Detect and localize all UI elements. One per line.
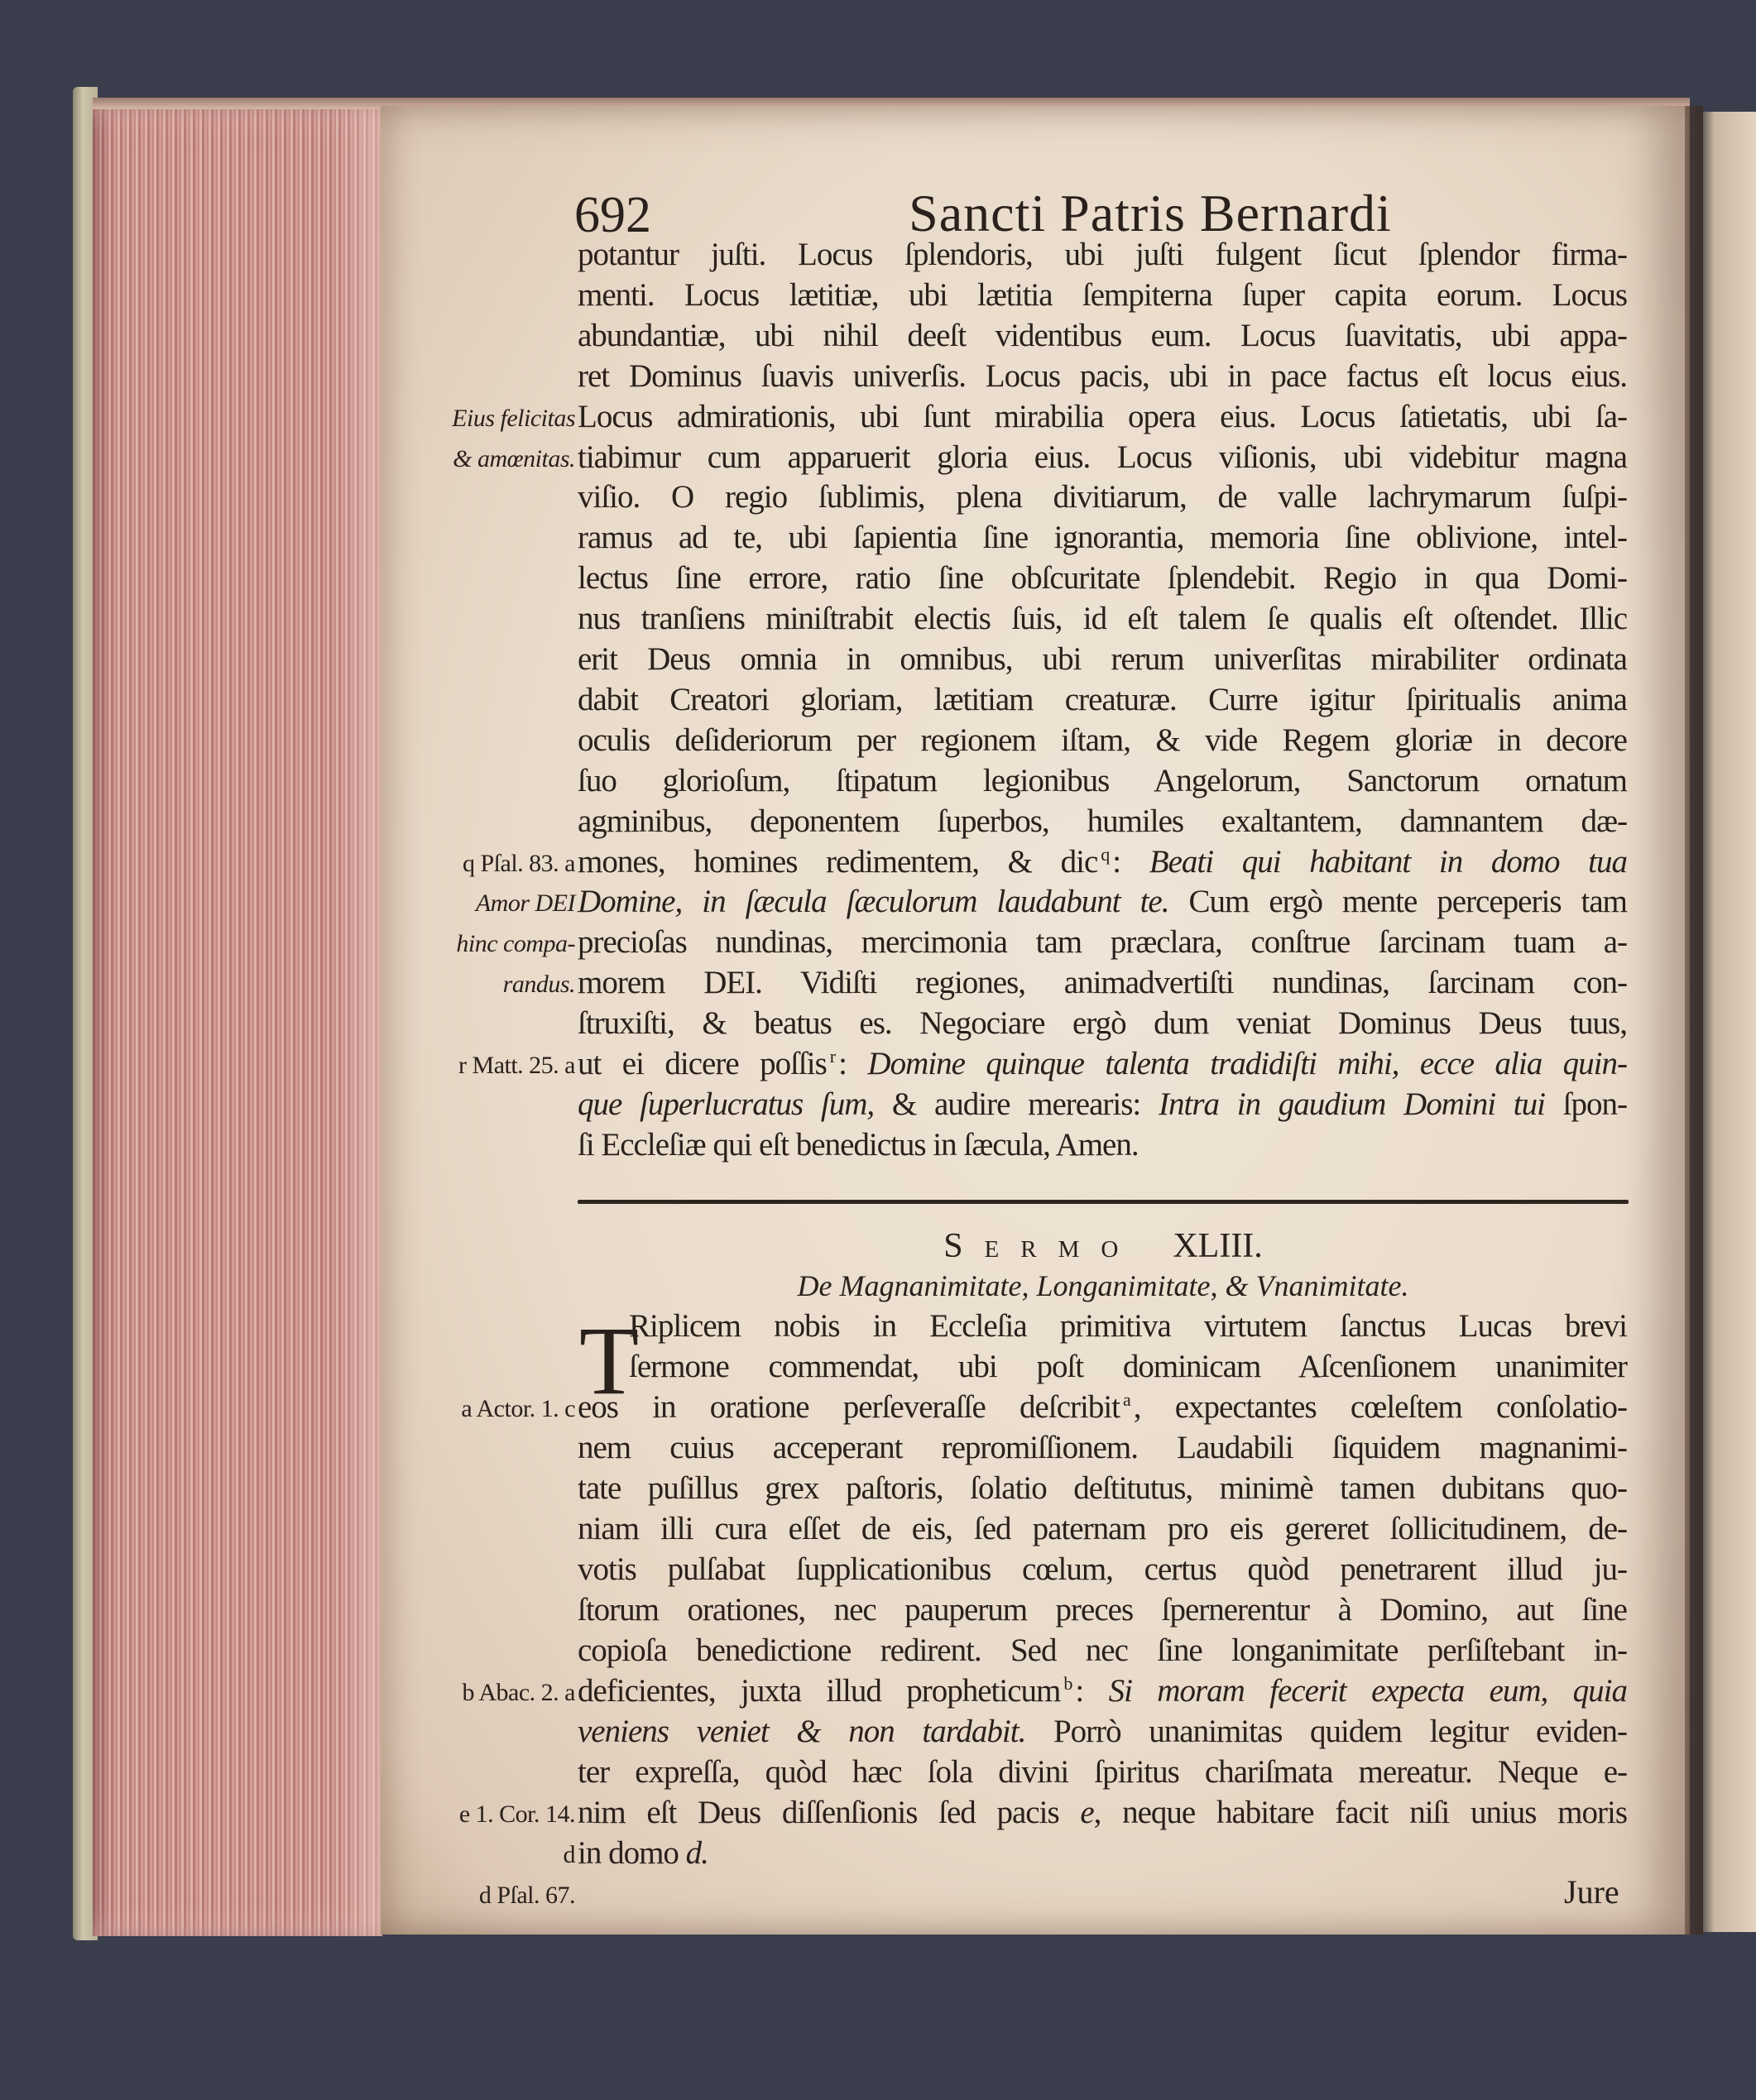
text-segment: in domo xyxy=(578,1835,686,1871)
text-line xyxy=(578,1427,1627,1468)
margin-note: a Actor. 1. c xyxy=(461,1395,575,1422)
page-block-edges xyxy=(93,108,382,1936)
text-segment: niam illi cura eſſet de eis, ſed paternam pro eis gereret ſollicitudinem, de- xyxy=(578,1511,1627,1546)
sermon-heading-word: Sermo xyxy=(943,1227,1140,1265)
italic-quotation: Domine, in ſæcula ſæculorum laudabunt te. xyxy=(578,884,1169,920)
text-segment: Porrò unanimitas quidem legitur eviden- xyxy=(1025,1714,1627,1749)
text-line xyxy=(578,437,1627,477)
margin-note: hinc compa- xyxy=(456,930,575,958)
text-line xyxy=(578,841,1627,882)
text-segment: viſio. O regio ſublimis, plena divitiarum, de valle lachrymarum ſuſpi- xyxy=(578,479,1627,515)
text-segment: tate puſillus grex paſtoris, ſolatio deſtitutus, minimè tamen dubitans quo- xyxy=(578,1470,1627,1506)
footnote-marker: a xyxy=(1123,1389,1130,1410)
text-segment: : xyxy=(838,1046,868,1081)
catchword: Jure xyxy=(1564,1873,1619,1911)
text-segment: precioſas nundinas, mercimonia tam præclara, conſtrue ſarcinam tuam a- xyxy=(578,924,1627,961)
text-segment: copioſa benedictione redirent. Sed nec ſine longanimitate perſiſtebant in- xyxy=(578,1633,1627,1668)
text-line xyxy=(629,1306,1627,1346)
margin-note: e 1. Cor. 14. xyxy=(458,1800,575,1828)
margin-note: Amor DEI xyxy=(475,889,575,918)
text-segment: potantur juſti. Locus ſplendoris, ubi juſti fulgent ſicut ſplendor firma- xyxy=(578,237,1627,272)
text-line xyxy=(578,1589,1627,1630)
text-segment: mones, homines redimentem, & dic xyxy=(578,843,1098,880)
text-segment: , neque habitare facit niſi unius moris xyxy=(1093,1795,1627,1830)
text-segment: ſermone commendat, ubi poſt dominicam Aſcenſionem unanimiter xyxy=(629,1349,1627,1384)
text-line xyxy=(578,598,1627,639)
text-line xyxy=(578,1508,1627,1549)
text-segment: Locus admirationis, ubi ſunt mirabilia opera eius. Locus ſatietatis, ubi ſa- xyxy=(578,398,1627,434)
text-line xyxy=(578,356,1627,396)
footnote-marker: r xyxy=(829,1046,836,1067)
text-line xyxy=(578,1752,1627,1792)
sermon-subtitle: De Magnanimitate, Longanimitate, & Vnanimitate. xyxy=(797,1269,1409,1302)
drop-cap: T xyxy=(579,1307,640,1415)
margin-note: q Pſal. 83. a xyxy=(463,849,575,877)
text-segment: nem cuius acceperant repromiſſionem. Laudabili ſiquidem magnanimi- xyxy=(578,1430,1627,1465)
text-line xyxy=(578,801,1627,841)
text-segment: ſtruxiſti, & beatus es. Negociare ergò dum veniat Dominus Deus tuus, xyxy=(578,1005,1627,1042)
text-line xyxy=(578,275,1627,315)
text-line xyxy=(578,1630,1627,1671)
text-segment: ter expreſſa, quòd hæc ſola divini ſpiritus chariſmata mereatur. Neque e- xyxy=(578,1754,1627,1790)
margin-note: d xyxy=(563,1841,575,1868)
text-line xyxy=(578,396,1627,437)
margin-note: b Abac. 2. a xyxy=(462,1679,575,1706)
text-segment: nim eſt Deus diſſenſionis ſed pacis xyxy=(578,1795,1081,1830)
text-line xyxy=(578,720,1627,760)
text-segment: agminibus, deponentem ſuperbos, humiles exaltantem, damnantem dæ- xyxy=(578,803,1627,839)
italic-quotation: e xyxy=(1080,1795,1094,1830)
text-line xyxy=(578,1387,1627,1427)
text-segment: eos in oratione perſeveraſſe deſcribit xyxy=(578,1389,1120,1425)
italic-quotation: veniens veniet & non tardabit. xyxy=(578,1714,1026,1749)
text-segment: ſuo glorioſum, ſtipatum legionibus Angelorum, Sanctorum ornatum xyxy=(578,762,1627,798)
italic-quotation: que ſuperlucratus ſum, xyxy=(578,1086,875,1122)
text-segment: menti. Locus lætitiæ, ubi lætitia ſempiterna ſuper capita eorum. Locus xyxy=(578,276,1627,313)
book-gutter xyxy=(1685,106,1703,1935)
margin-note: randus. xyxy=(502,971,575,999)
text-segment: & audire merearis: xyxy=(874,1086,1159,1122)
footnote-marker: q xyxy=(1101,843,1110,865)
page-number: 692 xyxy=(574,187,651,243)
text-segment: ſtorum orationes, nec pauperum preces ſpernerentur à Domino, aut ſine xyxy=(578,1592,1627,1628)
text-segment: ramus ad te, ubi ſapientia ſine ignorantia, memoria ſine oblivione, intel- xyxy=(578,520,1627,556)
margin-note: r Matt. 25. a xyxy=(458,1052,575,1079)
text-segment: abundantiæ, ubi nihil deeſt videntibus eum. Locus ſuavitatis, ubi appa- xyxy=(578,317,1627,353)
text-line xyxy=(578,1043,1627,1084)
text-segment: deficientes, juxta illud propheticum xyxy=(578,1673,1061,1709)
text-line xyxy=(578,1792,1627,1833)
text-segment: : xyxy=(1075,1673,1109,1709)
text-line xyxy=(578,517,1627,558)
text-line xyxy=(578,1549,1627,1589)
italic-quotation: Beati qui habitant in domo tua xyxy=(1149,843,1627,880)
text-segment: morem DEI. Vidiſti regiones, animadvertiſti nundinas, ſarcinam con- xyxy=(578,965,1627,1001)
italic-quotation: Intra in gaudium Domini tui xyxy=(1159,1086,1545,1122)
text-segment: Riplicem nobis in Eccleſia primitiva virtutem ſanctus Lucas brevi xyxy=(629,1308,1627,1344)
text-segment: , expectantes cœleſtem conſolatio- xyxy=(1133,1389,1627,1425)
section-divider-rule xyxy=(578,1200,1629,1204)
facing-page-edge xyxy=(1696,112,1756,1932)
margin-note: & amœnitas. xyxy=(453,444,575,472)
text-segment: lectus ſine errore, ratio ſine obſcuritate ſplendebit. Regio in qua Domi- xyxy=(578,560,1627,597)
text-line xyxy=(578,1468,1627,1508)
italic-quotation: d. xyxy=(685,1835,708,1871)
text-line xyxy=(578,477,1627,517)
text-line xyxy=(578,639,1627,679)
margin-note: Eius felicitas xyxy=(452,404,575,432)
text-segment: tiabimur cum apparuerit gloria eius. Locus viſionis, ubi videbitur magna xyxy=(578,439,1627,475)
text-segment: ſpon- xyxy=(1544,1086,1628,1122)
text-segment: Cum ergò mente perceperis tam xyxy=(1168,884,1627,920)
text-line xyxy=(578,1003,1627,1043)
text-line xyxy=(578,1084,1627,1124)
running-title: Sancti Patris Bernardi xyxy=(909,184,1392,242)
italic-quotation: Si moram fecerit expecta eum, quia xyxy=(1108,1673,1628,1709)
text-line xyxy=(578,760,1627,801)
text-line xyxy=(578,558,1627,598)
text-line xyxy=(578,315,1627,356)
text-line xyxy=(578,234,1627,275)
text-segment: ut ei dicere poſſis xyxy=(578,1046,827,1081)
text-segment: dabit Creatori gloriam, lætitiam creaturæ. Curre igitur ſpiritualis anima xyxy=(578,681,1627,717)
text-segment: oculis deſideriorum per regionem iſtam, & vide Regem gloriæ in decore xyxy=(578,722,1627,758)
sermon-heading-number: XLIII. xyxy=(1173,1227,1263,1265)
text-line xyxy=(578,1671,1627,1711)
text-line xyxy=(578,962,1627,1003)
text-segment: votis pulſabat ſupplicationibus cœlum, certus quòd penetrarent illud ju- xyxy=(578,1551,1627,1587)
text-line xyxy=(578,1124,1627,1165)
text-segment: ſi Eccleſiæ qui eſt benedictus in ſæcula, Amen. xyxy=(578,1126,1139,1163)
text-line xyxy=(578,679,1627,720)
text-segment: nus tranſiens miniſtrabit electis ſuis, id eſt talem ſe qualis eſt oſtendet. Illic xyxy=(578,601,1627,637)
text-line xyxy=(578,881,1627,922)
text-segment: ret Dominus ſuavis univerſis. Locus pacis, ubi in pace factus eſt locus eius. xyxy=(578,357,1627,394)
footnote-marker: b xyxy=(1063,1673,1072,1694)
text-segment: erit Deus omnia in omnibus, ubi rerum univerſitas mirabiliter ordinata xyxy=(578,641,1627,677)
text-line xyxy=(629,1346,1627,1387)
text-line xyxy=(578,922,1627,962)
margin-note: d Pſal. 67. xyxy=(478,1882,575,1909)
text-line xyxy=(578,1711,1627,1752)
text-line xyxy=(578,1833,1627,1873)
text-segment: : xyxy=(1112,843,1149,880)
sermon-heading xyxy=(578,1223,1629,1269)
italic-quotation: Domine quinque talenta tradidiſti mihi, ecce alia quin- xyxy=(867,1046,1628,1081)
